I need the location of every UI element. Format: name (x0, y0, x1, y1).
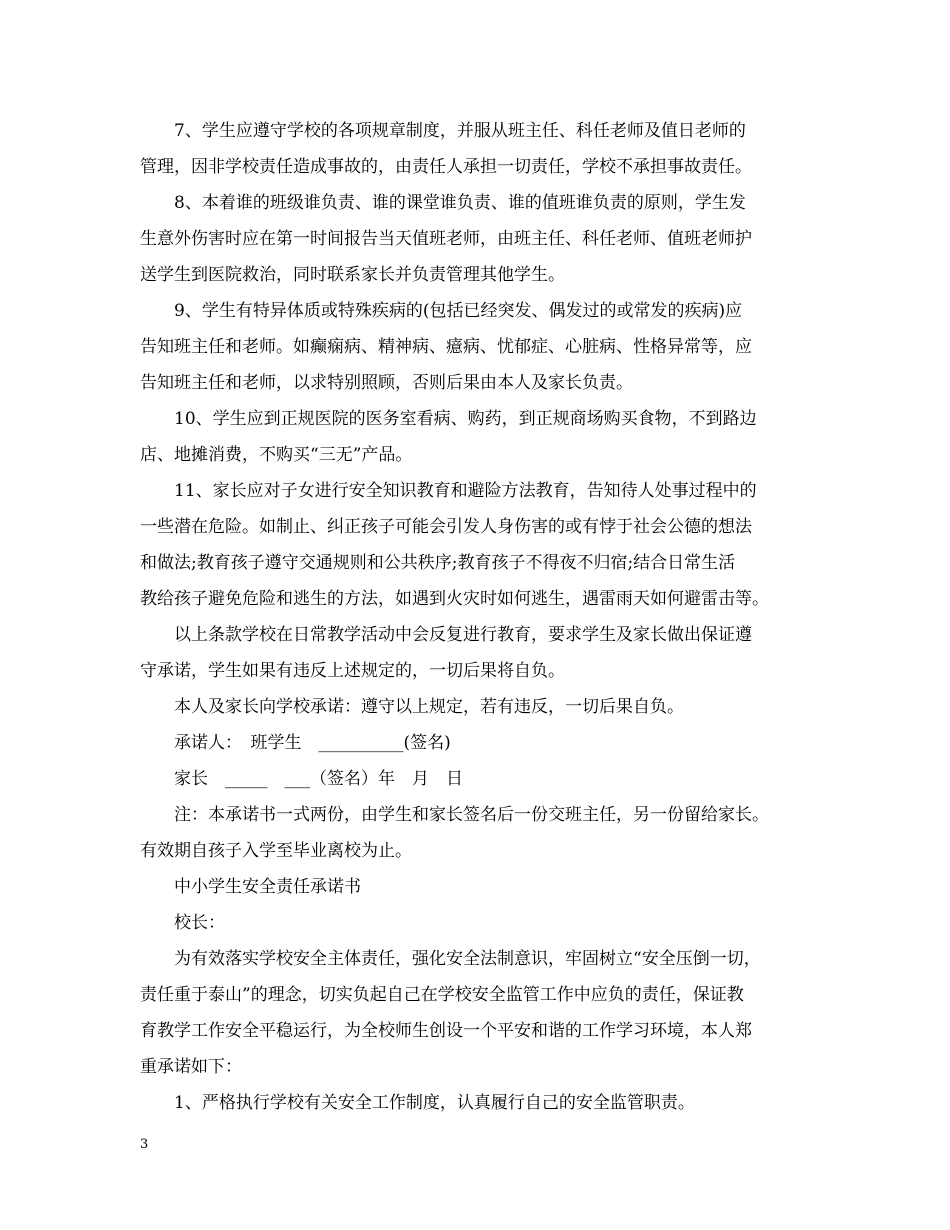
text-line: 有效期自孩子入学至毕业离校为止。 (140, 841, 412, 861)
text-line: 中小学生安全责任承诺书 (174, 877, 361, 897)
text-line: 本人及家长向学校承诺：遵守以上规定，若有违反，一切后果自负。 (174, 697, 684, 717)
text-line: 9、学生有特异体质或特殊疾病的(包括已经突发、偶发过的或常发的疾病)应 (174, 301, 743, 321)
text-line: 生意外伤害时应在第一时间报告当天值班老师，由班主任、科任老师、值班老师护 (140, 229, 752, 249)
text-line: 管理，因非学校责任造成事故的，由责任人承担一切责任，学校不承担事故责任。 (140, 157, 752, 177)
text-line: 10、学生应到正规医院的医务室看病、购药，到正规商场购买食物，不到路边 (174, 409, 757, 429)
text-line: 为有效落实学校安全主体责任，强化安全法制意识，牢固树立“安全压倒一切， (174, 949, 761, 969)
text-line: 一些潜在危险。如制止、纠正孩子可能会引发人身伤害的或有悖于社会公德的想法 (140, 517, 752, 537)
text-line: 守承诺，学生如果有违反上述规定的，一切后果将自负。 (140, 661, 565, 681)
text-line: 告知班主任和老师，以求特别照顾，否则后果由本人及家长负责。 (140, 373, 633, 393)
text-line: 责任重于泰山”的理念，切实负起自己在学校安全监管工作中应负的责任，保证教 (140, 985, 744, 1005)
text-line: 店、地摊消费，不购买“三无”产品。 (140, 445, 413, 465)
text-line: 8、本着谁的班级谁负责、谁的课堂谁负责、谁的值班谁负责的原则，学生发 (174, 193, 746, 213)
text-line: 7、学生应遵守学校的各项规章制度，并服从班主任、科任老师及值日老师的 (174, 121, 746, 141)
text-line: 家长 _____ ___（签名）年 月 日 (174, 769, 463, 789)
text-line: 教给孩子避免危险和逃生的方法，如遇到火灾时如何逃生，遇雷雨天如何避雷击等。 (140, 589, 769, 609)
text-line: 承诺人： 班学生 __________(签名) (174, 733, 451, 753)
text-line: 重承诺如下： (140, 1057, 242, 1077)
text-line: 育教学工作安全平稳运行，为全校师生创设一个平安和谐的工作学习环境，本人郑 (140, 1021, 752, 1041)
text-line: 11、家长应对子女进行安全知识教育和避险方法教育，告知待人处事过程中的 (174, 481, 757, 501)
text-line: 1、严格执行学校有关安全工作制度，认真履行自己的安全监管职责。 (174, 1093, 695, 1113)
text-line: 以上条款学校在日常教学活动中会反复进行教育，要求学生及家长做出保证遵 (174, 625, 752, 645)
text-line: 校长： (174, 913, 225, 933)
text-line: 注：本承诺书一式两份，由学生和家长签名后一份交班主任，另一份留给家长。 (174, 805, 769, 825)
text-line: 送学生到医院救治，同时联系家长并负责管理其他学生。 (140, 265, 565, 285)
document-body (140, 113, 830, 1121)
text-line: 和做法;教育孩子遵守交通规则和公共秩序;教育孩子不得夜不归宿;结合日常生活 (140, 553, 736, 573)
text-line: 告知班主任和老师。如癫痫病、精神病、癔病、忧郁症、心脏病、性格异常等，应 (140, 337, 752, 357)
page-number: 3 (140, 1137, 149, 1152)
